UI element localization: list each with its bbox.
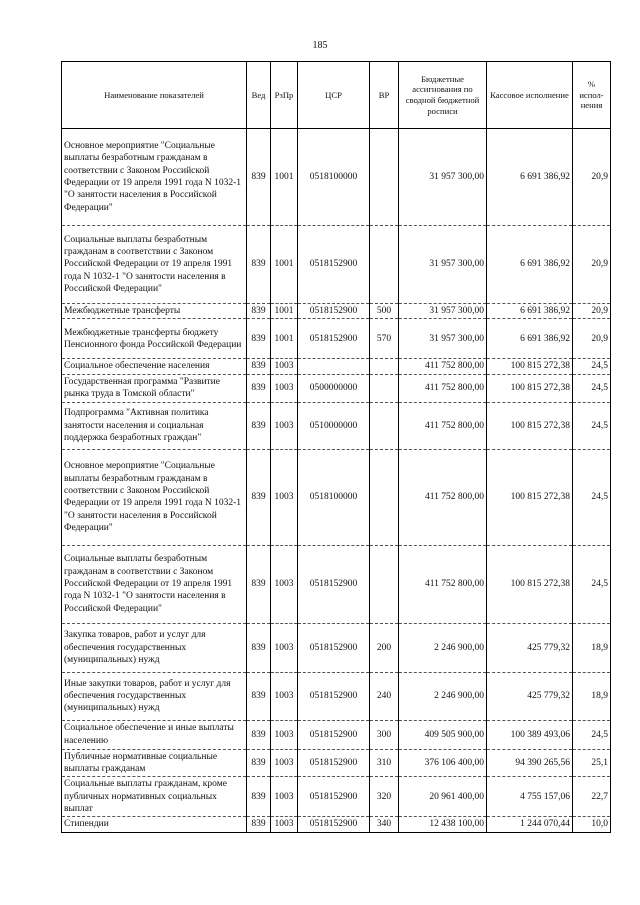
cell-rzpr: 1003 (271, 359, 298, 374)
cell-plan: 2 246 900,00 (399, 623, 487, 672)
cell-pct: 18,9 (573, 672, 611, 720)
cell-ved: 839 (247, 720, 271, 749)
cell-pct: 20,9 (573, 304, 611, 319)
cell-name: Социальное обеспечение населения (62, 359, 247, 374)
cell-ved: 839 (247, 777, 271, 817)
cell-csr: 0518152900 (298, 777, 370, 817)
cell-fact: 6 691 386,92 (487, 304, 573, 319)
table-header-row (62, 62, 611, 129)
cell-ved: 839 (247, 623, 271, 672)
cell-ved: 839 (247, 374, 271, 402)
cell-rzpr: 1003 (271, 545, 298, 623)
header-indicator-name: Наименование показателей (62, 62, 247, 129)
table-row (62, 545, 611, 623)
header-cash-execution: Кассовое исполнение (487, 62, 573, 129)
cell-ved: 839 (247, 304, 271, 319)
cell-csr: 0518152900 (298, 319, 370, 359)
cell-ved: 839 (247, 402, 271, 449)
cell-vr (370, 449, 399, 545)
table-row (62, 749, 611, 777)
cell-plan: 411 752 800,00 (399, 359, 487, 374)
cell-name: Подпрограмма "Активная политика занятости населения и социальная поддержка безработных граждан" (62, 402, 247, 449)
cell-vr (370, 226, 399, 304)
cell-fact: 100 815 272,38 (487, 402, 573, 449)
cell-fact: 425 779,32 (487, 623, 573, 672)
cell-rzpr: 1003 (271, 777, 298, 817)
table-row (62, 304, 611, 319)
cell-csr: 0518152900 (298, 817, 370, 832)
cell-fact: 94 390 265,56 (487, 749, 573, 777)
cell-rzpr: 1001 (271, 304, 298, 319)
cell-rzpr: 1003 (271, 402, 298, 449)
cell-ved: 839 (247, 749, 271, 777)
cell-csr: 0518152900 (298, 672, 370, 720)
cell-rzpr: 1003 (271, 449, 298, 545)
cell-vr (370, 545, 399, 623)
cell-ved: 839 (247, 449, 271, 545)
cell-name: Публичные нормативные социальные выплаты гражданам (62, 749, 247, 777)
header-csr: ЦСР (298, 62, 370, 129)
table-row (62, 672, 611, 720)
table-row (62, 319, 611, 359)
cell-ved: 839 (247, 319, 271, 359)
cell-ved: 839 (247, 817, 271, 832)
cell-csr: 0518152900 (298, 720, 370, 749)
cell-pct: 18,9 (573, 623, 611, 672)
cell-name: Межбюджетные трансферты бюджету Пенсионного фонда Российской Федерации (62, 319, 247, 359)
table-row (62, 777, 611, 817)
cell-name: Иные закупки товаров, работ и услуг для обеспечения государственных (муниципальных) нужд (62, 672, 247, 720)
cell-plan: 376 106 400,00 (399, 749, 487, 777)
cell-plan: 411 752 800,00 (399, 374, 487, 402)
cell-vr: 300 (370, 720, 399, 749)
cell-fact: 6 691 386,92 (487, 226, 573, 304)
table-row (62, 402, 611, 449)
cell-name: Социальные выплаты безработным гражданам в соответствии с Законом Российской Федерации от 19 апреля 1991 года N 1032-1 "О занятости населения в Российской Федерации" (62, 226, 247, 304)
cell-name: Межбюджетные трансферты (62, 304, 247, 319)
cell-pct: 20,9 (573, 129, 611, 226)
cell-vr: 570 (370, 319, 399, 359)
table-row (62, 720, 611, 749)
budget-execution-table (61, 61, 611, 833)
cell-name: Государственная программа "Развитие рынка труда в Томской области" (62, 374, 247, 402)
cell-csr: 0518152900 (298, 226, 370, 304)
cell-rzpr: 1001 (271, 226, 298, 304)
table-row (62, 226, 611, 304)
cell-pct: 20,9 (573, 226, 611, 304)
cell-pct: 22,7 (573, 777, 611, 817)
cell-vr: 500 (370, 304, 399, 319)
cell-plan: 31 957 300,00 (399, 304, 487, 319)
cell-pct: 24,5 (573, 359, 611, 374)
cell-csr: 0518152900 (298, 545, 370, 623)
cell-fact: 100 815 272,38 (487, 374, 573, 402)
cell-name: Социальные выплаты гражданам, кроме публичных нормативных социальных выплат (62, 777, 247, 817)
cell-vr (370, 359, 399, 374)
header-vr: ВР (370, 62, 399, 129)
header-budget-allocations: Бюджетные ассигнования по сводной бюджетной росписи (399, 62, 487, 129)
header-rzpr: РзПр (271, 62, 298, 129)
cell-fact: 100 815 272,38 (487, 545, 573, 623)
table-row (62, 623, 611, 672)
cell-rzpr: 1001 (271, 129, 298, 226)
cell-fact: 100 389 493,06 (487, 720, 573, 749)
cell-fact: 6 691 386,92 (487, 129, 573, 226)
table-row (62, 374, 611, 402)
cell-rzpr: 1003 (271, 749, 298, 777)
cell-pct: 24,5 (573, 720, 611, 749)
cell-name: Основное мероприятие "Социальные выплаты безработным гражданам в соответствии с Законом Российской Федерации от 19 апреля 1991 года N 1032-1 "О занятости населения в Российской Федерации" (62, 129, 247, 226)
cell-pct: 24,5 (573, 374, 611, 402)
cell-csr: 0500000000 (298, 374, 370, 402)
cell-ved: 839 (247, 672, 271, 720)
cell-fact: 6 691 386,92 (487, 319, 573, 359)
cell-pct: 24,5 (573, 402, 611, 449)
cell-fact: 100 815 272,38 (487, 449, 573, 545)
cell-plan: 2 246 900,00 (399, 672, 487, 720)
cell-name: Закупка товаров, работ и услуг для обеспечения государственных (муниципальных) нужд (62, 623, 247, 672)
cell-plan: 31 957 300,00 (399, 319, 487, 359)
cell-pct: 24,5 (573, 449, 611, 545)
cell-vr: 340 (370, 817, 399, 832)
cell-rzpr: 1003 (271, 374, 298, 402)
cell-name: Социальное обеспечение и иные выплаты населению (62, 720, 247, 749)
cell-csr: 0518152900 (298, 304, 370, 319)
page-number: 185 (312, 40, 328, 51)
cell-vr (370, 402, 399, 449)
cell-csr: 0518152900 (298, 749, 370, 777)
cell-rzpr: 1003 (271, 817, 298, 832)
cell-vr (370, 129, 399, 226)
table-row (62, 129, 611, 226)
cell-pct: 10,0 (573, 817, 611, 832)
cell-vr: 320 (370, 777, 399, 817)
cell-pct: 25,1 (573, 749, 611, 777)
cell-csr: 0518152900 (298, 623, 370, 672)
cell-vr: 200 (370, 623, 399, 672)
table-row (62, 359, 611, 374)
cell-fact: 1 244 070,44 (487, 817, 573, 832)
cell-rzpr: 1001 (271, 319, 298, 359)
cell-ved: 839 (247, 226, 271, 304)
cell-csr: 0510000000 (298, 402, 370, 449)
cell-plan: 411 752 800,00 (399, 449, 487, 545)
header-ved: Вед (247, 62, 271, 129)
cell-ved: 839 (247, 129, 271, 226)
table-row (62, 449, 611, 545)
table-row (62, 817, 611, 832)
cell-name: Основное мероприятие "Социальные выплаты безработным гражданам в соответствии с Законом Российской Федерации от 19 апреля 1991 года N 1032-1 "О занятости населения в Российской Федерации" (62, 449, 247, 545)
cell-rzpr: 1003 (271, 672, 298, 720)
cell-csr: 0518100000 (298, 129, 370, 226)
cell-vr: 240 (370, 672, 399, 720)
cell-plan: 31 957 300,00 (399, 129, 487, 226)
cell-name: Стипендии (62, 817, 247, 832)
cell-plan: 411 752 800,00 (399, 402, 487, 449)
cell-fact: 4 755 157,06 (487, 777, 573, 817)
cell-rzpr: 1003 (271, 720, 298, 749)
cell-plan: 411 752 800,00 (399, 545, 487, 623)
cell-plan: 20 961 400,00 (399, 777, 487, 817)
cell-csr: 0518100000 (298, 449, 370, 545)
cell-ved: 839 (247, 359, 271, 374)
cell-fact: 425 779,32 (487, 672, 573, 720)
cell-pct: 24,5 (573, 545, 611, 623)
cell-vr: 310 (370, 749, 399, 777)
cell-plan: 12 438 100,00 (399, 817, 487, 832)
header-execution-percent: % испол-нения (573, 62, 611, 129)
cell-vr (370, 374, 399, 402)
cell-csr (298, 359, 370, 374)
cell-plan: 409 505 900,00 (399, 720, 487, 749)
cell-rzpr: 1003 (271, 623, 298, 672)
cell-fact: 100 815 272,38 (487, 359, 573, 374)
cell-plan: 31 957 300,00 (399, 226, 487, 304)
cell-pct: 20,9 (573, 319, 611, 359)
cell-name: Социальные выплаты безработным гражданам в соответствии с Законом Российской Федерации от 19 апреля 1991 года N 1032-1 "О занятости населения в Российской Федерации" (62, 545, 247, 623)
cell-ved: 839 (247, 545, 271, 623)
